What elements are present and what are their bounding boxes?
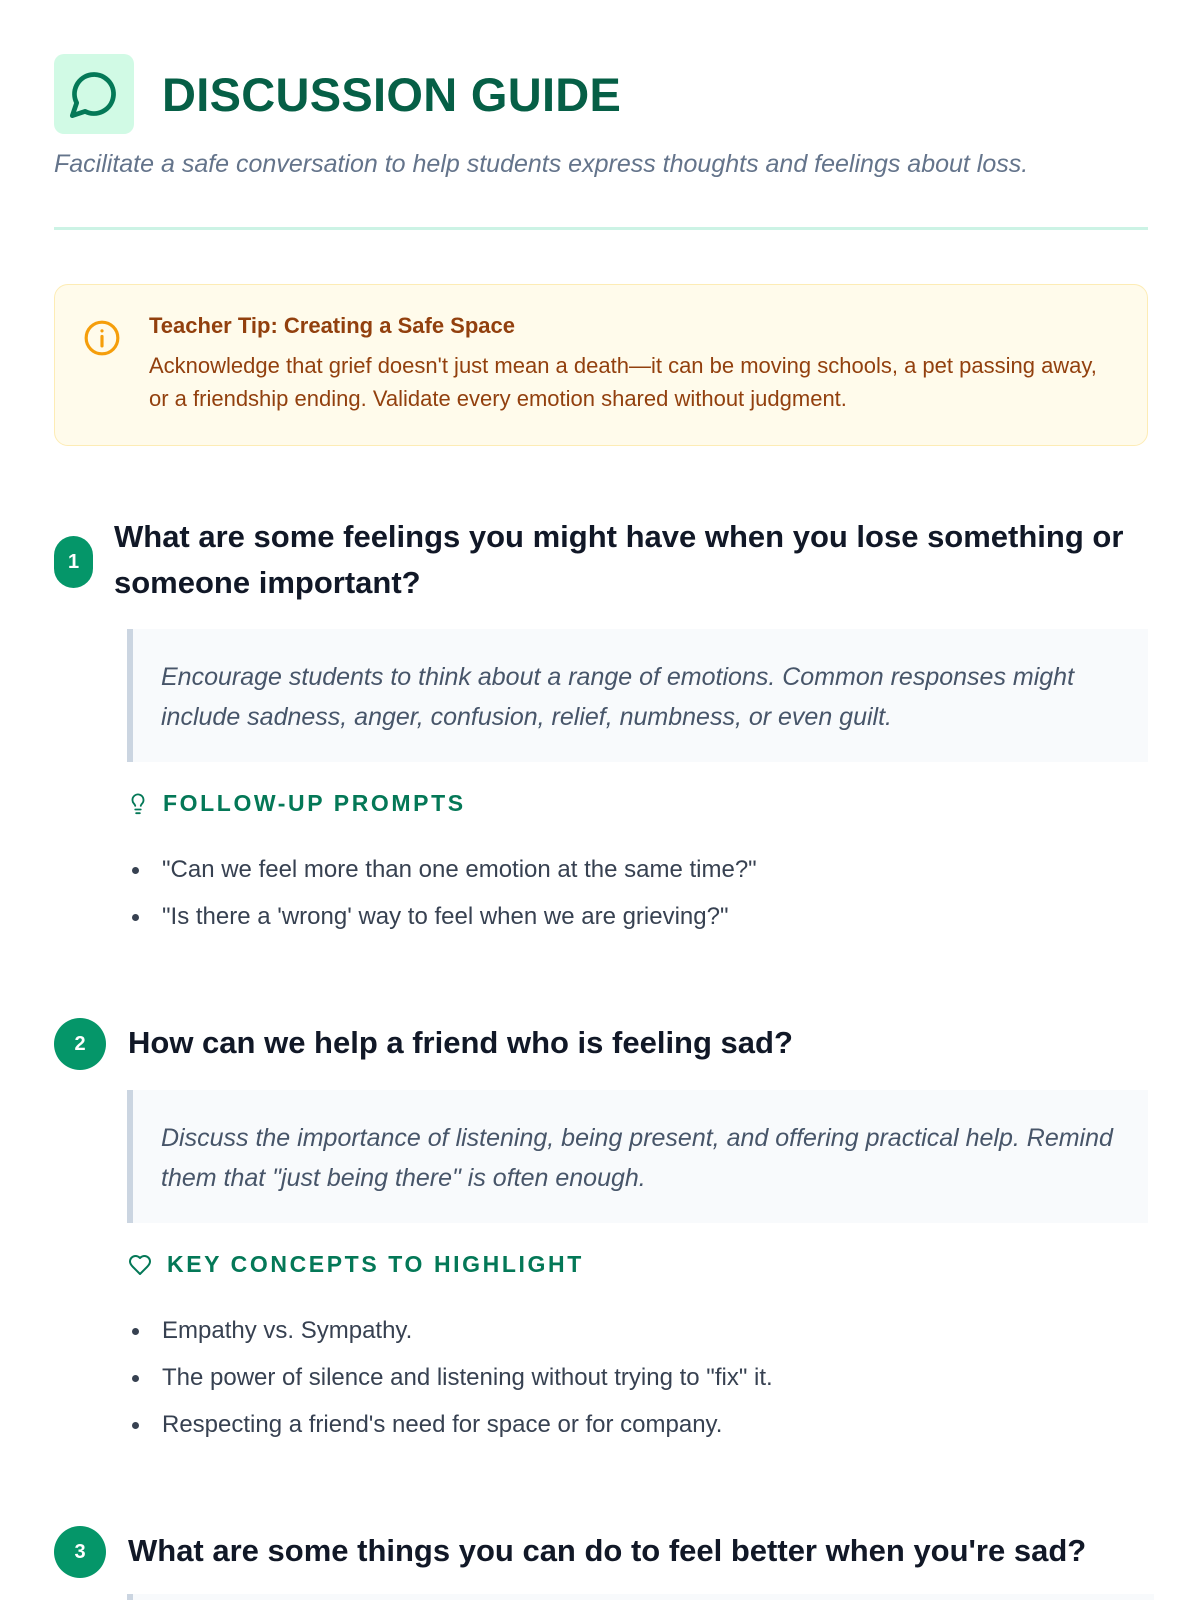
list-item: "Is there a 'wrong' way to feel when we are grieving?"	[128, 901, 757, 948]
facilitator-note: Encourage students to think about a range of emotions. Common responses might include sadness, anger, confusion, relief, numbness, or even guilt.	[127, 629, 1148, 762]
follow-up-list	[128, 854, 757, 948]
section-heading	[127, 1251, 584, 1278]
page-subtitle: Facilitate a safe conversation to help students express thoughts and feelings about loss.	[54, 150, 1029, 178]
facilitator-note	[127, 1594, 1154, 1600]
facilitator-note: Discuss the importance of listening, being present, and offering practical help. Remind them that "just being there" is often enough.	[127, 1090, 1148, 1223]
list-item: The power of silence and listening without trying to "fix" it.	[128, 1362, 773, 1409]
header	[54, 54, 621, 134]
question-number-badge: 3	[54, 1526, 106, 1578]
chat-bubble-icon	[54, 54, 134, 134]
question-number-badge: 2	[54, 1018, 106, 1070]
question-number-badge: 1	[54, 536, 93, 588]
key-concepts-list	[128, 1315, 773, 1456]
heart-icon	[127, 1253, 153, 1277]
lightbulb-icon	[127, 791, 149, 817]
section-title: FOLLOW-UP PROMPTS	[163, 790, 466, 816]
list-item: "Can we feel more than one emotion at the same time?"	[128, 854, 757, 901]
question-text: How can we help a friend who is feeling sad?	[128, 1025, 793, 1060]
teacher-tip-callout	[54, 284, 1148, 446]
list-item: Empathy vs. Sympathy.	[128, 1315, 773, 1362]
header-divider	[54, 227, 1148, 230]
question-text: What are some things you can do to feel better when you're sad?	[128, 1533, 1087, 1568]
tip-title: Teacher Tip: Creating a Safe Space	[149, 313, 515, 338]
section-title: KEY CONCEPTS TO HIGHLIGHT	[167, 1251, 584, 1277]
tip-body: Acknowledge that grief doesn't just mean a death—it can be moving schools, a pet passing away, or a friendship ending. Validate every emotion shared without judgment.	[149, 353, 1097, 411]
question-text: What are some feelings you might have when you lose something or someone important?	[114, 519, 1124, 600]
page-title: DISCUSSION GUIDE	[162, 67, 622, 121]
info-icon	[83, 319, 121, 362]
list-item: Respecting a friend's need for space or for company.	[128, 1409, 773, 1456]
section-heading	[127, 790, 466, 817]
